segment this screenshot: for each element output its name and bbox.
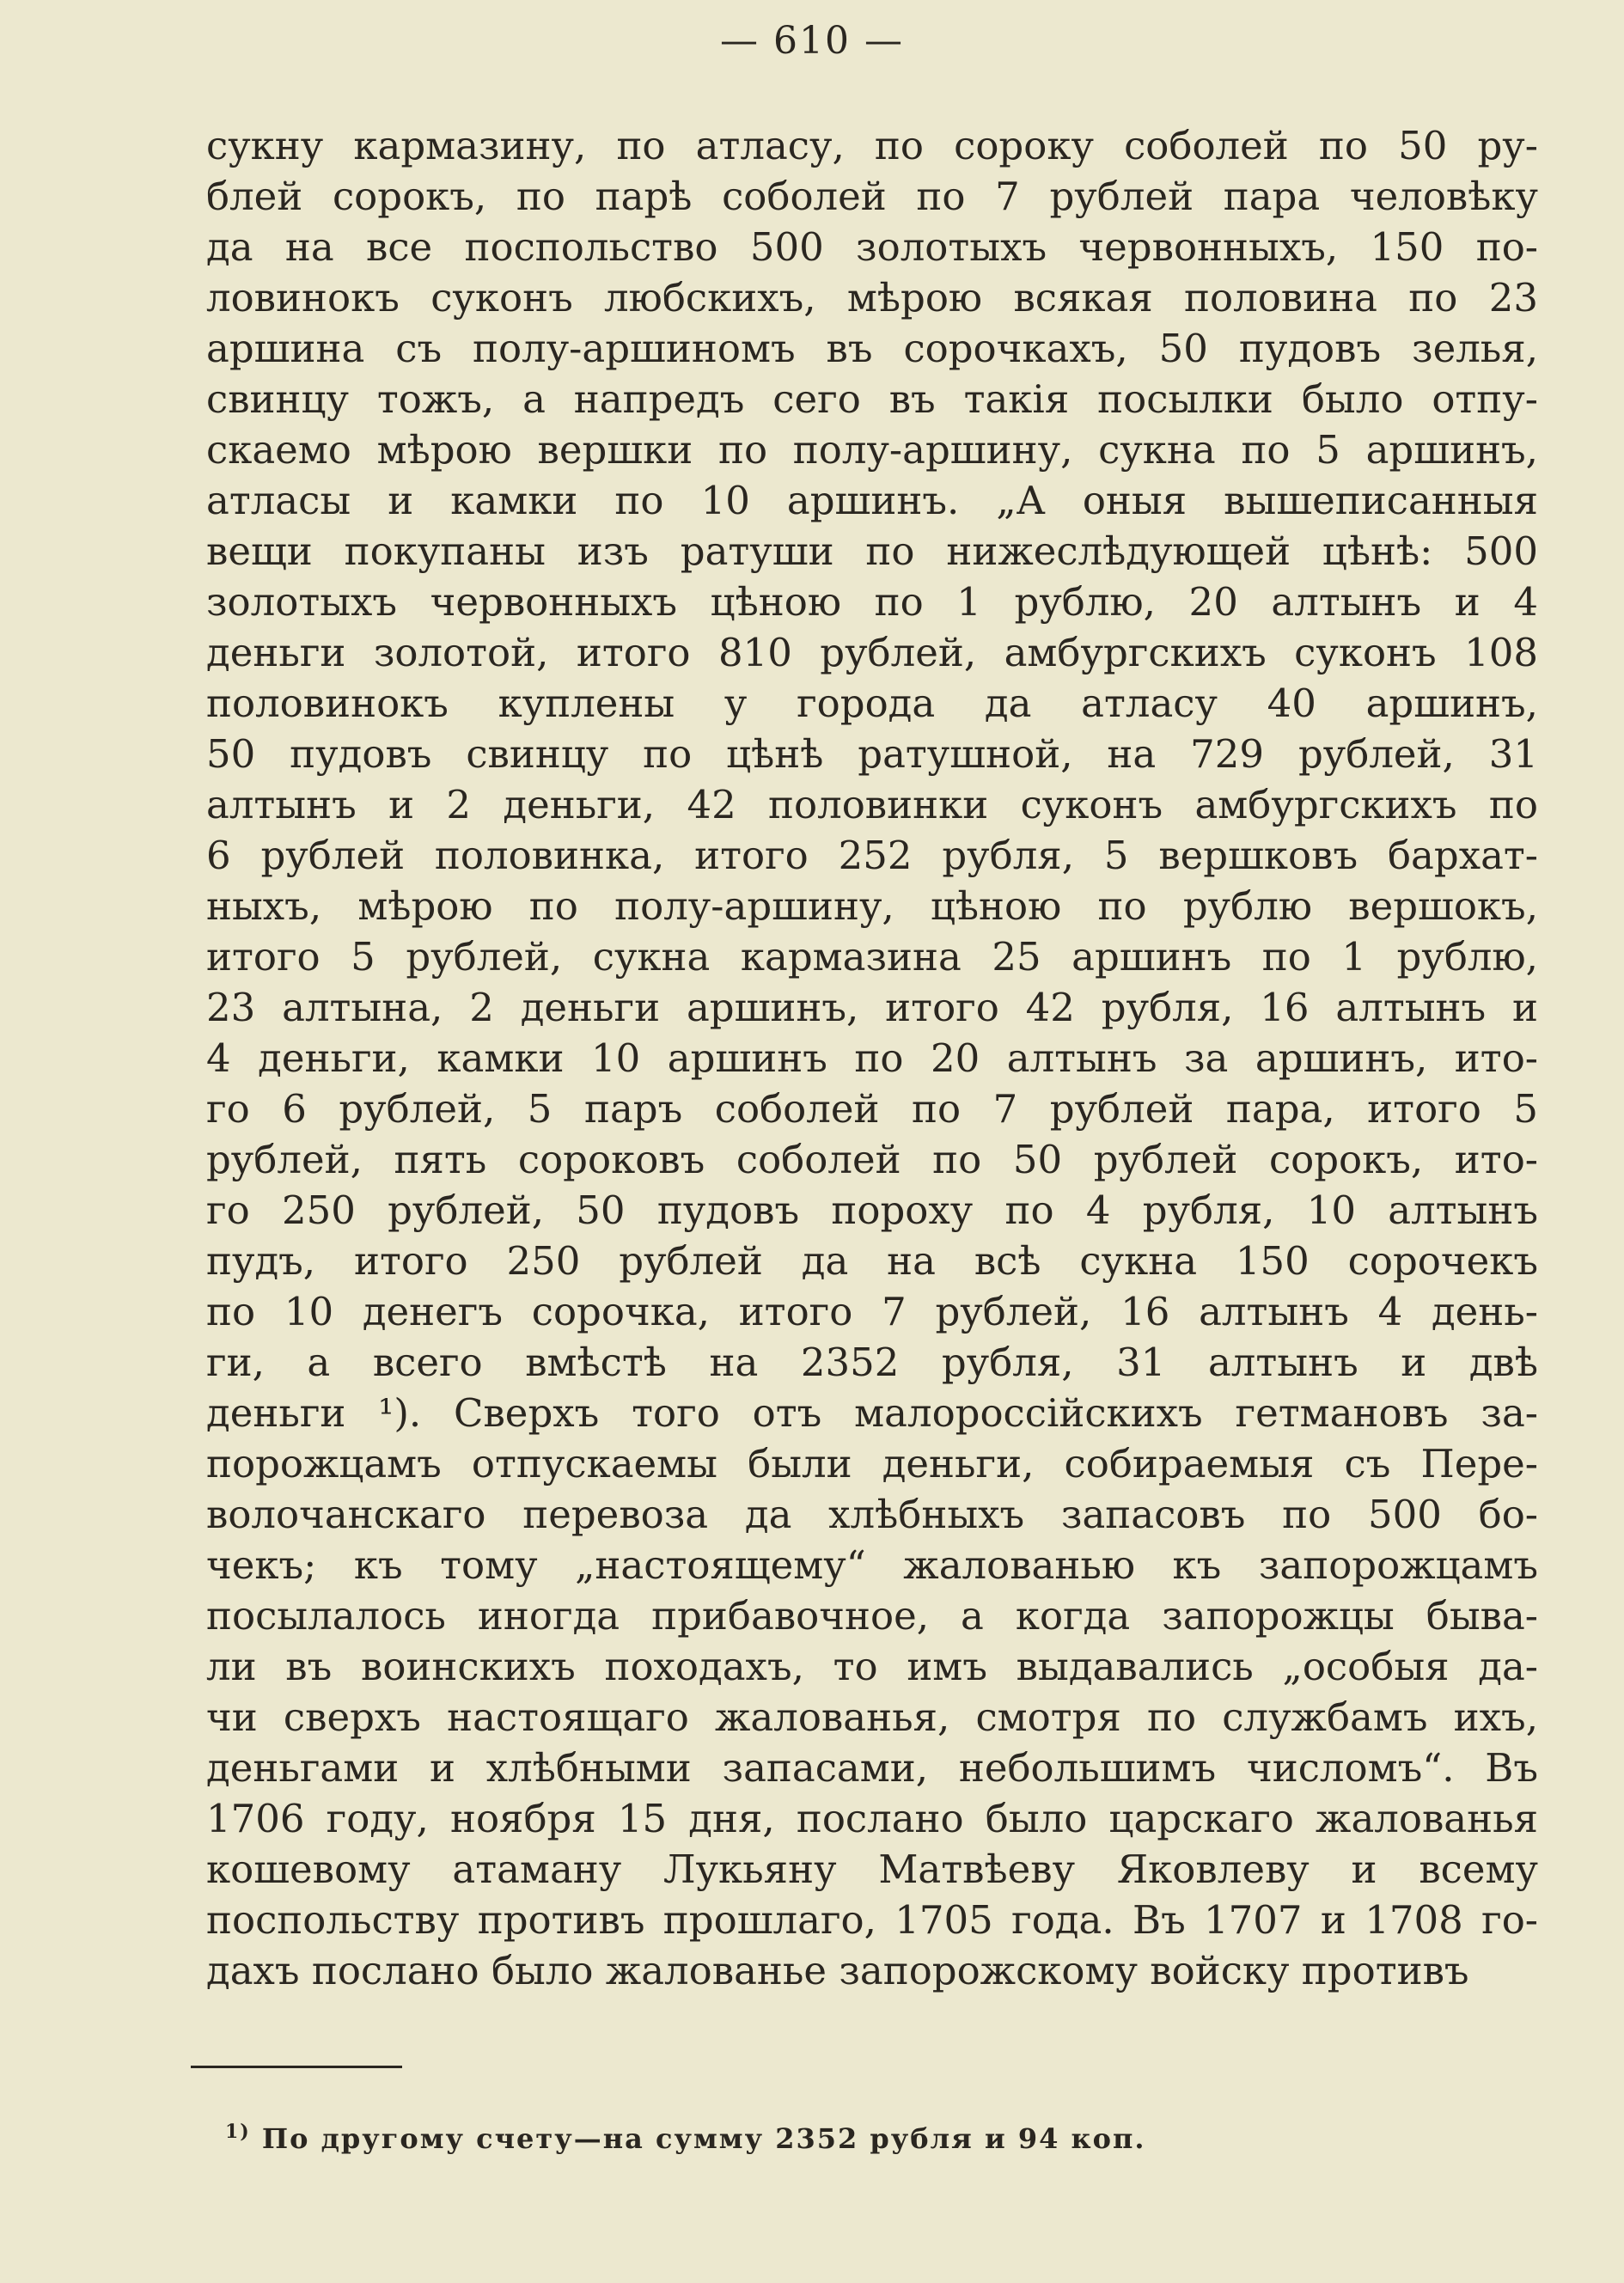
text-line: рублей, пять сороковъ соболей по 50 рублей сорокъ, ито- bbox=[206, 1137, 1538, 1182]
text-line: золотыхъ червонныхъ цѣною по 1 рублю, 20 алтынъ и 4 bbox=[206, 579, 1538, 625]
text-line: сукну кармазину, по атласу, по сороку соболей по 50 ру- bbox=[206, 123, 1538, 168]
text-line: ли въ воинскихъ походахъ, то имъ выдавались „особыя да- bbox=[206, 1644, 1538, 1689]
text-line: аршина съ полу-аршиномъ въ сорочкахъ, 50 пудовъ зелья, bbox=[206, 326, 1538, 371]
text-line: дахъ послано было жалованье запорожскому войску противъ bbox=[206, 1948, 1469, 1993]
text-line: деньги ¹). Сверхъ того отъ малороссійскихъ гетмановъ за- bbox=[206, 1390, 1538, 1436]
text-line: го 6 рублей, 5 паръ соболей по 7 рублей пара, итого 5 bbox=[206, 1086, 1538, 1132]
text-line: 1706 году, ноября 15 дня, послано было царскаго жалованья bbox=[206, 1796, 1538, 1841]
text-line: посылалось иногда прибавочное, а когда запорожцы быва- bbox=[206, 1593, 1538, 1639]
footnote-marker: 1) bbox=[225, 2121, 251, 2143]
footnote-divider bbox=[191, 2066, 402, 2068]
text-line: вещи покупаны изъ ратуши по нижеслѣдующей цѣнѣ: 500 bbox=[206, 528, 1538, 574]
body-text bbox=[206, 120, 1538, 1996]
page-number: — 610 — bbox=[720, 19, 904, 63]
footnote bbox=[225, 2121, 1146, 2155]
text-line: свинцу тожъ, а напредъ сего въ такія посылки было отпу- bbox=[206, 376, 1538, 422]
text-line: атласы и камки по 10 аршинъ. „А оныя вышеписанныя bbox=[206, 478, 1538, 523]
text-line: го 250 рублей, 50 пудовъ пороху по 4 рубля, 10 алтынъ bbox=[206, 1187, 1538, 1233]
text-line: чекъ; къ тому „настоящему“ жалованью къ запорожцамъ bbox=[206, 1542, 1538, 1588]
text-line: ловинокъ суконъ любскихъ, мѣрою всякая половина по 23 bbox=[206, 275, 1538, 320]
text-line: деньгами и хлѣбными запасами, небольшимъ числомъ“. Въ bbox=[206, 1745, 1538, 1791]
text-line: поспольству противъ прошлаго, 1705 года. Въ 1707 и 1708 го- bbox=[206, 1897, 1538, 1943]
text-line: порожцамъ отпускаемы были деньги, собираемыя съ Пере- bbox=[206, 1441, 1538, 1486]
text-line: половинокъ куплены у города да атласу 40 аршинъ, bbox=[206, 681, 1538, 726]
text-line: 50 пудовъ свинцу по цѣнѣ ратушной, на 729 рублей, 31 bbox=[206, 731, 1538, 777]
text-line: алтынъ и 2 деньги, 42 половинки суконъ амбургскихъ по bbox=[206, 782, 1538, 827]
text-line: блей сорокъ, по парѣ соболей по 7 рублей пара человѣку bbox=[206, 174, 1538, 219]
text-line: скаемо мѣрою вершки по полу-аршину, сукна по 5 аршинъ, bbox=[206, 427, 1538, 473]
text-line: чи сверхъ настоящаго жалованья, смотря по службамъ ихъ, bbox=[206, 1694, 1538, 1740]
text-line: кошевому атаману Лукьяну Матвѣеву Яковлеву и всему bbox=[206, 1847, 1538, 1892]
text-line: по 10 денегъ сорочка, итого 7 рублей, 16 алтынъ 4 день- bbox=[206, 1289, 1538, 1334]
text-line: ныхъ, мѣрою по полу-аршину, цѣною по рублю вершокъ, bbox=[206, 883, 1538, 929]
text-line: 6 рублей половинка, итого 252 рубля, 5 вершковъ бархат- bbox=[206, 833, 1538, 878]
text-line: итого 5 рублей, сукна кармазина 25 аршинъ по 1 рублю, bbox=[206, 934, 1538, 980]
text-line: ги, а всего вмѣстѣ на 2352 рубля, 31 алтынъ и двѣ bbox=[206, 1340, 1538, 1385]
text-line: 4 деньги, камки 10 аршинъ по 20 алтынъ за аршинъ, ито- bbox=[206, 1035, 1538, 1081]
footnote-text: По другому счету—на сумму 2352 рубля и 94 коп. bbox=[261, 2122, 1146, 2155]
text-line: 23 алтына, 2 деньги аршинъ, итого 42 рубля, 16 алтынъ и bbox=[206, 985, 1538, 1030]
text-line: пудъ, итого 250 рублей да на всѣ сукна 150 сорочекъ bbox=[206, 1238, 1538, 1284]
text-line: деньги золотой, итого 810 рублей, амбургскихъ суконъ 108 bbox=[206, 630, 1538, 675]
text-line: да на все поспольство 500 золотыхъ червонныхъ, 150 по- bbox=[206, 224, 1538, 270]
text-line: волочанскаго перевоза да хлѣбныхъ запасовъ по 500 бо- bbox=[206, 1492, 1538, 1537]
